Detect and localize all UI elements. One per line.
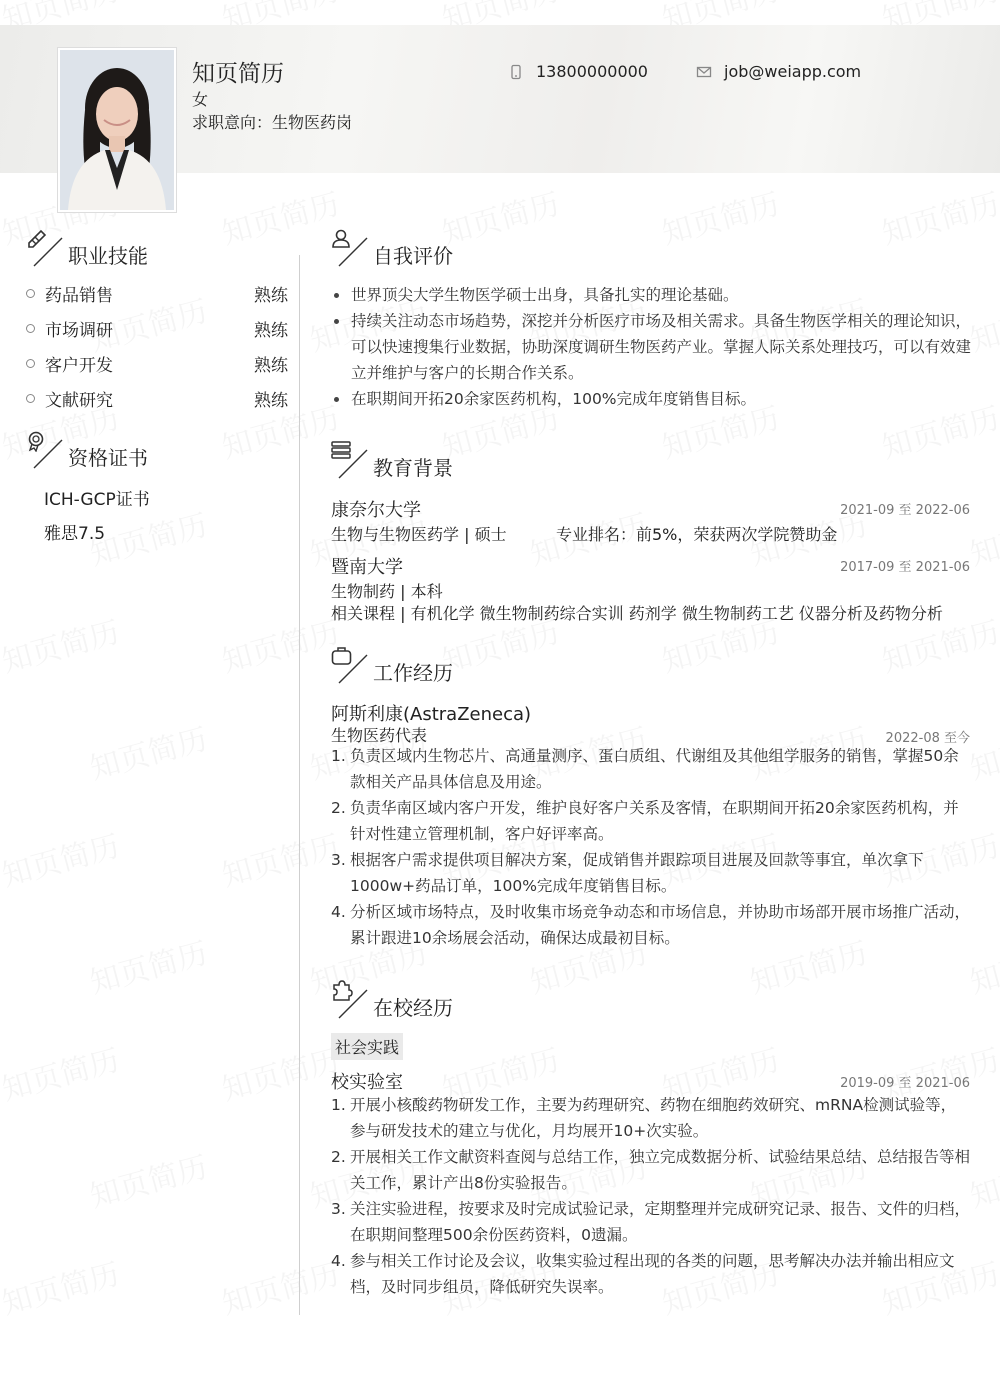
watermark-text xyxy=(216,1035,343,1109)
watermark-text xyxy=(216,1249,343,1323)
list-item: 3. 根据客户需求提供项目解决方案，促成销售并跟踪项目进展及回款等事宜，单次拿下1000w+药品订单，100%完成年度销售目标。 xyxy=(331,851,924,895)
edu-major: 生物制药 | 本科 xyxy=(331,582,443,601)
watermark-text xyxy=(216,179,343,253)
campus-title: 在校经历 xyxy=(373,996,453,1020)
skill-level: 熟练 xyxy=(254,321,288,341)
education-section-title xyxy=(331,440,453,480)
campus-duties-list xyxy=(331,1092,971,1300)
watermark-text xyxy=(436,179,563,253)
org-name: 校实验室 xyxy=(331,1072,403,1093)
skill-name: 文献研究 xyxy=(45,391,113,411)
company-name: 阿斯利康(AstraZeneca) xyxy=(331,704,532,725)
watermark-text xyxy=(0,607,124,681)
watermark-text xyxy=(876,179,1000,253)
category-tag: 社会实践 xyxy=(331,1033,403,1060)
campus-date: 2019-09 至 2021-06 xyxy=(840,1076,970,1091)
campus-section-title xyxy=(331,980,453,1020)
watermark-text xyxy=(0,1035,124,1109)
email-address: job@weiapp.com xyxy=(724,62,862,81)
edu-date: 2017-09 至 2021-06 xyxy=(840,560,970,575)
list-item: 世界顶尖大学生物医学硕士出身，具备扎实的理论基础。 xyxy=(331,282,971,308)
watermark-text xyxy=(84,714,211,788)
job-intent: 求职意向：生物医药岗 xyxy=(192,113,353,132)
edu-major: 生物与生物医药学 | 硕士 xyxy=(331,525,507,544)
candidate-gender: 女 xyxy=(192,90,209,109)
certs-title: 资格证书 xyxy=(68,446,148,470)
phone-number: 13800000000 xyxy=(536,62,648,81)
list-item: 1. 负责区域内生物芯片、高通量测序、蛋白质组、代谢组及其他组学服务的销售，掌握50余款相关产品具体信息及用途。 xyxy=(331,747,959,791)
list-item: 在职期间开拓20余家医药机构，100%完成年度销售目标。 xyxy=(331,386,971,412)
skill-name: 市场调研 xyxy=(45,321,113,341)
list-item: 1. 开展小核酸药物研发工作，主要为药理研究、药物在细胞药效研究、mRNA检测试验等，参与研发技术的建立与优化，月均展开10+次实验。 xyxy=(331,1096,957,1140)
list-item: 2. 负责华南区域内客户开发，维护良好客户关系及客情，在职期间开拓20余家医药机构，并针对性建立管理机制，客户好评率高。 xyxy=(331,799,959,843)
school-name: 康奈尔大学 xyxy=(331,500,421,521)
bullet-circle-icon xyxy=(26,394,35,403)
skill-level: 熟练 xyxy=(254,391,288,411)
certs-section-title xyxy=(26,430,148,470)
profile-photo xyxy=(58,48,176,212)
skill-name: 客户开发 xyxy=(45,356,113,376)
skill-item xyxy=(26,281,288,306)
work-title: 工作经历 xyxy=(373,661,453,685)
phone-contact xyxy=(508,62,648,81)
watermark-text xyxy=(84,1142,211,1216)
work-duties-list xyxy=(331,743,971,951)
email-contact xyxy=(696,62,861,81)
skill-item xyxy=(26,351,288,376)
watermark-text xyxy=(84,928,211,1002)
list-item: 2. 开展相关工作文献资料查阅与总结工作，独立完成数据分析、试验结果总结、总结报告等相关工作，累计产出8份实验报告。 xyxy=(331,1148,971,1192)
skill-name: 药品销售 xyxy=(45,286,113,306)
cert-item: ICH-GCP证书 xyxy=(44,490,150,510)
skill-level: 熟练 xyxy=(254,286,288,306)
skill-item xyxy=(26,386,288,411)
watermark-text xyxy=(216,821,343,895)
self-eval-title: 自我评价 xyxy=(373,244,453,268)
self-eval-list xyxy=(331,282,971,412)
self-eval-section-title xyxy=(331,228,453,268)
bullet-circle-icon xyxy=(26,324,35,333)
edu-courses: 相关课程 | 有机化学 微生物制药综合实训 药剂学 微生物制药工艺 仪器分析及药物分析 xyxy=(331,604,943,623)
list-item: 4. 分析区域市场特点，及时收集市场竞争动态和市场信息，并协助市场部开展市场推广活动，累计跟进10余场展会活动，确保达成最初目标。 xyxy=(331,903,971,947)
school-name: 暨南大学 xyxy=(331,557,403,578)
skills-section-title xyxy=(26,228,148,268)
education-title: 教育背景 xyxy=(373,456,453,480)
work-section-title xyxy=(331,645,453,685)
watermark-text xyxy=(216,607,343,681)
job-role: 生物医药代表 xyxy=(331,726,428,745)
candidate-name: 知页简历 xyxy=(192,61,284,87)
work-date: 2022-08 至今 xyxy=(885,731,970,746)
skills-title: 职业技能 xyxy=(68,244,148,268)
mail-icon xyxy=(696,64,712,80)
list-item: 3. 关注实验进程，按要求及时完成试验记录，定期整理并完成研究记录、报告、文件的归档，在职期间整理500余份医药资料，0遗漏。 xyxy=(331,1200,971,1244)
skill-item xyxy=(26,316,288,341)
watermark-text xyxy=(656,179,783,253)
list-item: 4. 参与相关工作讨论及会议，收集实验过程出现的各类的问题，思考解决办法并输出相应文档，及时同步组员，降低研究失误率。 xyxy=(331,1252,955,1296)
watermark-text xyxy=(0,821,124,895)
bullet-circle-icon xyxy=(26,359,35,368)
cert-item: 雅思7.5 xyxy=(44,524,106,544)
skill-level: 熟练 xyxy=(254,356,288,376)
list-item: 持续关注动态市场趋势，深挖并分析医疗市场及相关需求。具备生物医学相关的理论知识，可以快速搜集行业数据，协助深度调研生物医药产业。掌握人际关系处理技巧，可以有效建立并维护与客户的长期合作关系。 xyxy=(331,308,971,386)
bullet-circle-icon xyxy=(26,289,35,298)
edu-extra: 专业排名：前5%，荣获两次学院赞助金 xyxy=(556,525,838,544)
phone-icon xyxy=(508,64,524,80)
watermark-text xyxy=(0,1249,124,1323)
column-divider xyxy=(299,255,300,1315)
edu-date: 2021-09 至 2022-06 xyxy=(840,503,970,518)
